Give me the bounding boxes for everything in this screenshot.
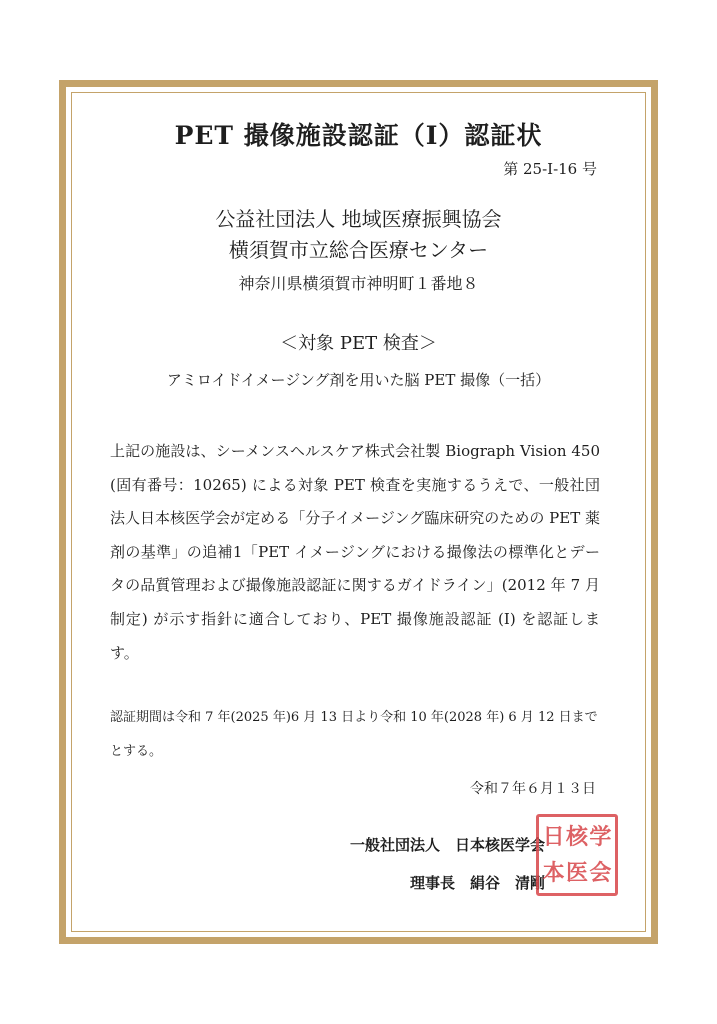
seal-char: 本 <box>542 861 565 886</box>
certificate-body: 上記の施設は、シーメンスヘルスケア株式会社製 Biograph Vision 450 (固有番号：10265) による対象 PET 検査を実施するうえで、一般社団法人日本核医学会が定める「分子イメージング臨床研究のための PET 薬剤の基準」の追補1「PET イメージングにおける撮像法の標準化とデータの品質管理および撮像施設認証に関するガイドライン」(2012 年 7 月制定) が示す指針に適合しており、PET 撮像施設認証 (I) を認証します。 <box>110 442 600 662</box>
issuing-organization: 一般社団法人 日本核医学会 <box>349 836 545 854</box>
facility-address: 神奈川県横須賀市神明町１番地８ <box>238 274 479 293</box>
seal-char: 学 <box>589 825 612 850</box>
exam-heading: ＜対象 PET 検査＞ <box>280 333 437 354</box>
seal-char: 医 <box>565 861 588 886</box>
signatory: 理事長 絹谷 清剛 <box>409 874 545 892</box>
certification-period: 認証期間は令和 7 年(2025 年)6 月 13 日より令和 10 年(2028 年) 6 月 12 日までとする。 <box>110 710 598 759</box>
certificate-title: PET 撮像施設認証（I）認証状 <box>174 121 543 150</box>
seal-char: 日 <box>542 825 565 850</box>
certificate-number: 第 25-I-16 号 <box>503 160 597 178</box>
exam-item: アミロイドイメージング剤を用いた脳 PET 撮像（一括） <box>166 371 551 389</box>
organization-name: 公益社団法人 地域医療振興協会 <box>215 207 502 231</box>
issue-date: 令和７年６月１３日 <box>470 781 596 797</box>
official-seal <box>536 814 618 896</box>
seal-char: 会 <box>589 861 612 886</box>
seal-char: 核 <box>565 825 588 850</box>
facility-name: 横須賀市立総合医療センター <box>228 238 489 262</box>
